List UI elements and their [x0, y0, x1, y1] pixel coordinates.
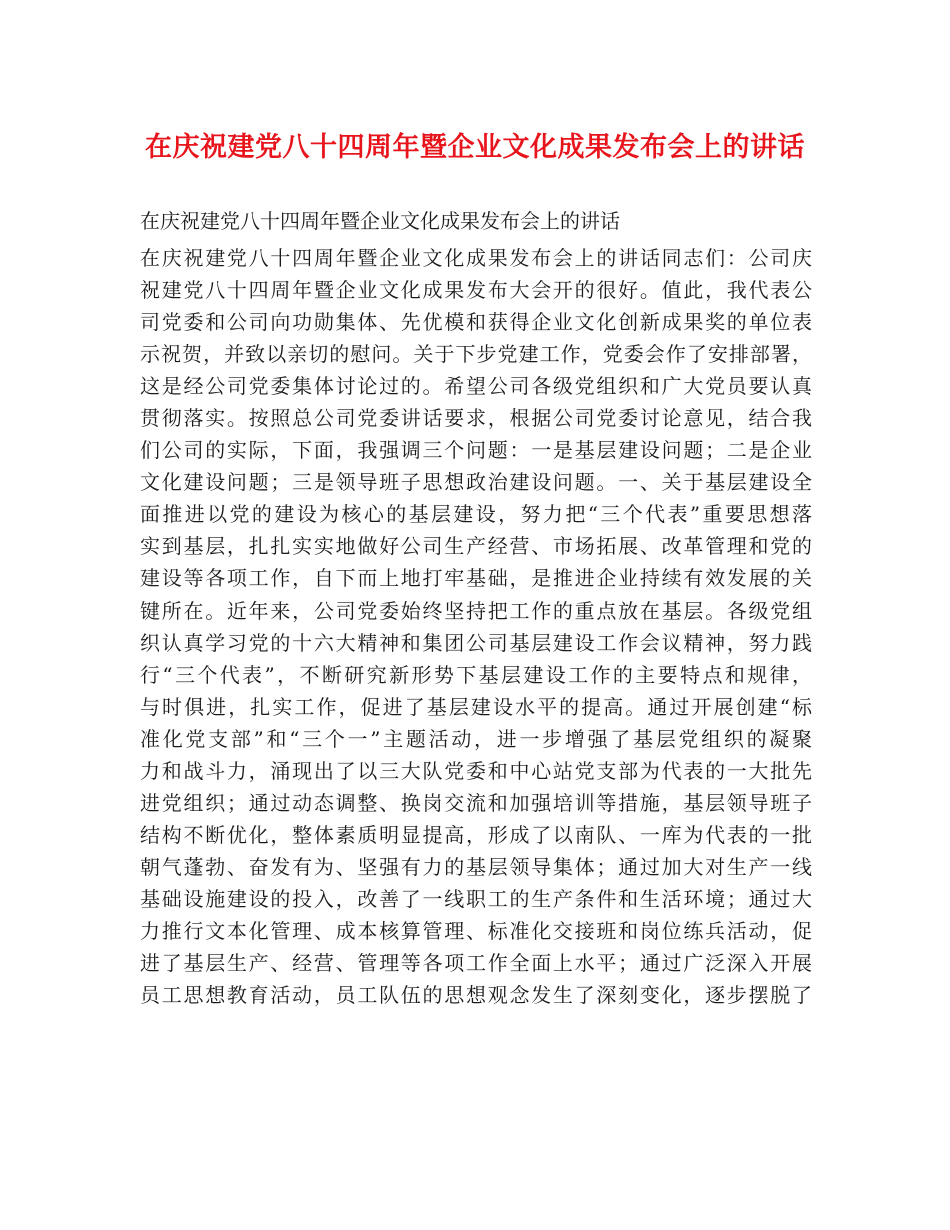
- body-line: 文化建设问题；三是领导班子思想政治建设问题。一、关于基层建设全: [140, 470, 812, 495]
- body-line: 结构不断优化，整体素质明显提高，形成了以南队、一库为代表的一批: [140, 822, 812, 847]
- body-line: 键所在。近年来，公司党委始终坚持把工作的重点放在基层。各级党组: [140, 598, 812, 623]
- body-line: 建设等各项工作，自下而上地打牢基础，是推进企业持续有效发展的关: [140, 566, 812, 591]
- body-line: 示祝贺，并致以亲切的慰问。关于下步党建工作，党委会作了安排部署，: [140, 342, 812, 367]
- body-line: 们公司的实际，下面，我强调三个问题：一是基层建设问题；二是企业: [140, 438, 812, 463]
- body-line: 进了基层生产、经营、管理等各项工作全面上水平；通过广泛深入开展: [140, 951, 812, 976]
- body-line: 在庆祝建党八十四周年暨企业文化成果发布会上的讲话同志们：公司庆: [140, 246, 812, 270]
- body-line: 准化党支部”和“三个一”主题活动，进一步增强了基层党组织的凝聚: [140, 726, 812, 751]
- body-line: 祝建党八十四周年暨企业文化成果发布大会开的很好。值此，我代表公: [140, 278, 812, 303]
- body-line: 司党委和公司向功勋集体、先优模和获得企业文化创新成果奖的单位表: [140, 310, 812, 335]
- body-line: 这是经公司党委集体讨论过的。希望公司各级党组织和广大党员要认真: [140, 374, 812, 399]
- body-line: 员工思想教育活动，员工队伍的思想观念发生了深刻变化，逐步摆脱了: [140, 983, 812, 1008]
- body-line: 基础设施建设的投入，改善了一线职工的生产条件和生活环境；通过大: [140, 886, 812, 911]
- document-title: 在庆祝建党八十四周年暨企业文化成果发布会上的讲话: [145, 132, 805, 163]
- body-line: 织认真学习党的十六大精神和集团公司基层建设工作会议精神，努力践: [140, 630, 812, 655]
- body-line: 朝气蓬勃、奋发有为、坚强有力的基层领导集体；通过加大对生产一线: [140, 854, 812, 879]
- body-line: 实到基层，扎扎实实地做好公司生产经营、市场拓展、改革管理和党的: [140, 534, 812, 559]
- body-line: 与时俱进，扎实工作，促进了基层建设水平的提高。通过开展创建“标: [140, 694, 812, 719]
- body-line: 进党组织；通过动态调整、换岗交流和加强培训等措施，基层领导班子: [140, 790, 812, 815]
- body-line: 行“三个代表”，不断研究新形势下基层建设工作的主要特点和规律，: [140, 662, 812, 687]
- body-line: 面推进以党的建设为核心的基层建设，努力把“三个代表”重要思想落: [140, 502, 812, 527]
- body-line: 力和战斗力，涌现出了以三大队党委和中心站党支部为代表的一大批先: [140, 758, 812, 783]
- body-line: 力推行文本化管理、成本核算管理、标准化交接班和岗位练兵活动，促: [140, 918, 812, 943]
- document-body: [140, 242, 812, 1011]
- body-line: 贯彻落实。按照总公司党委讲话要求，根据公司党委讨论意见，结合我: [140, 406, 812, 431]
- document-subtitle: 在庆祝建党八十四周年暨企业文化成果发布会上的讲话: [140, 209, 620, 233]
